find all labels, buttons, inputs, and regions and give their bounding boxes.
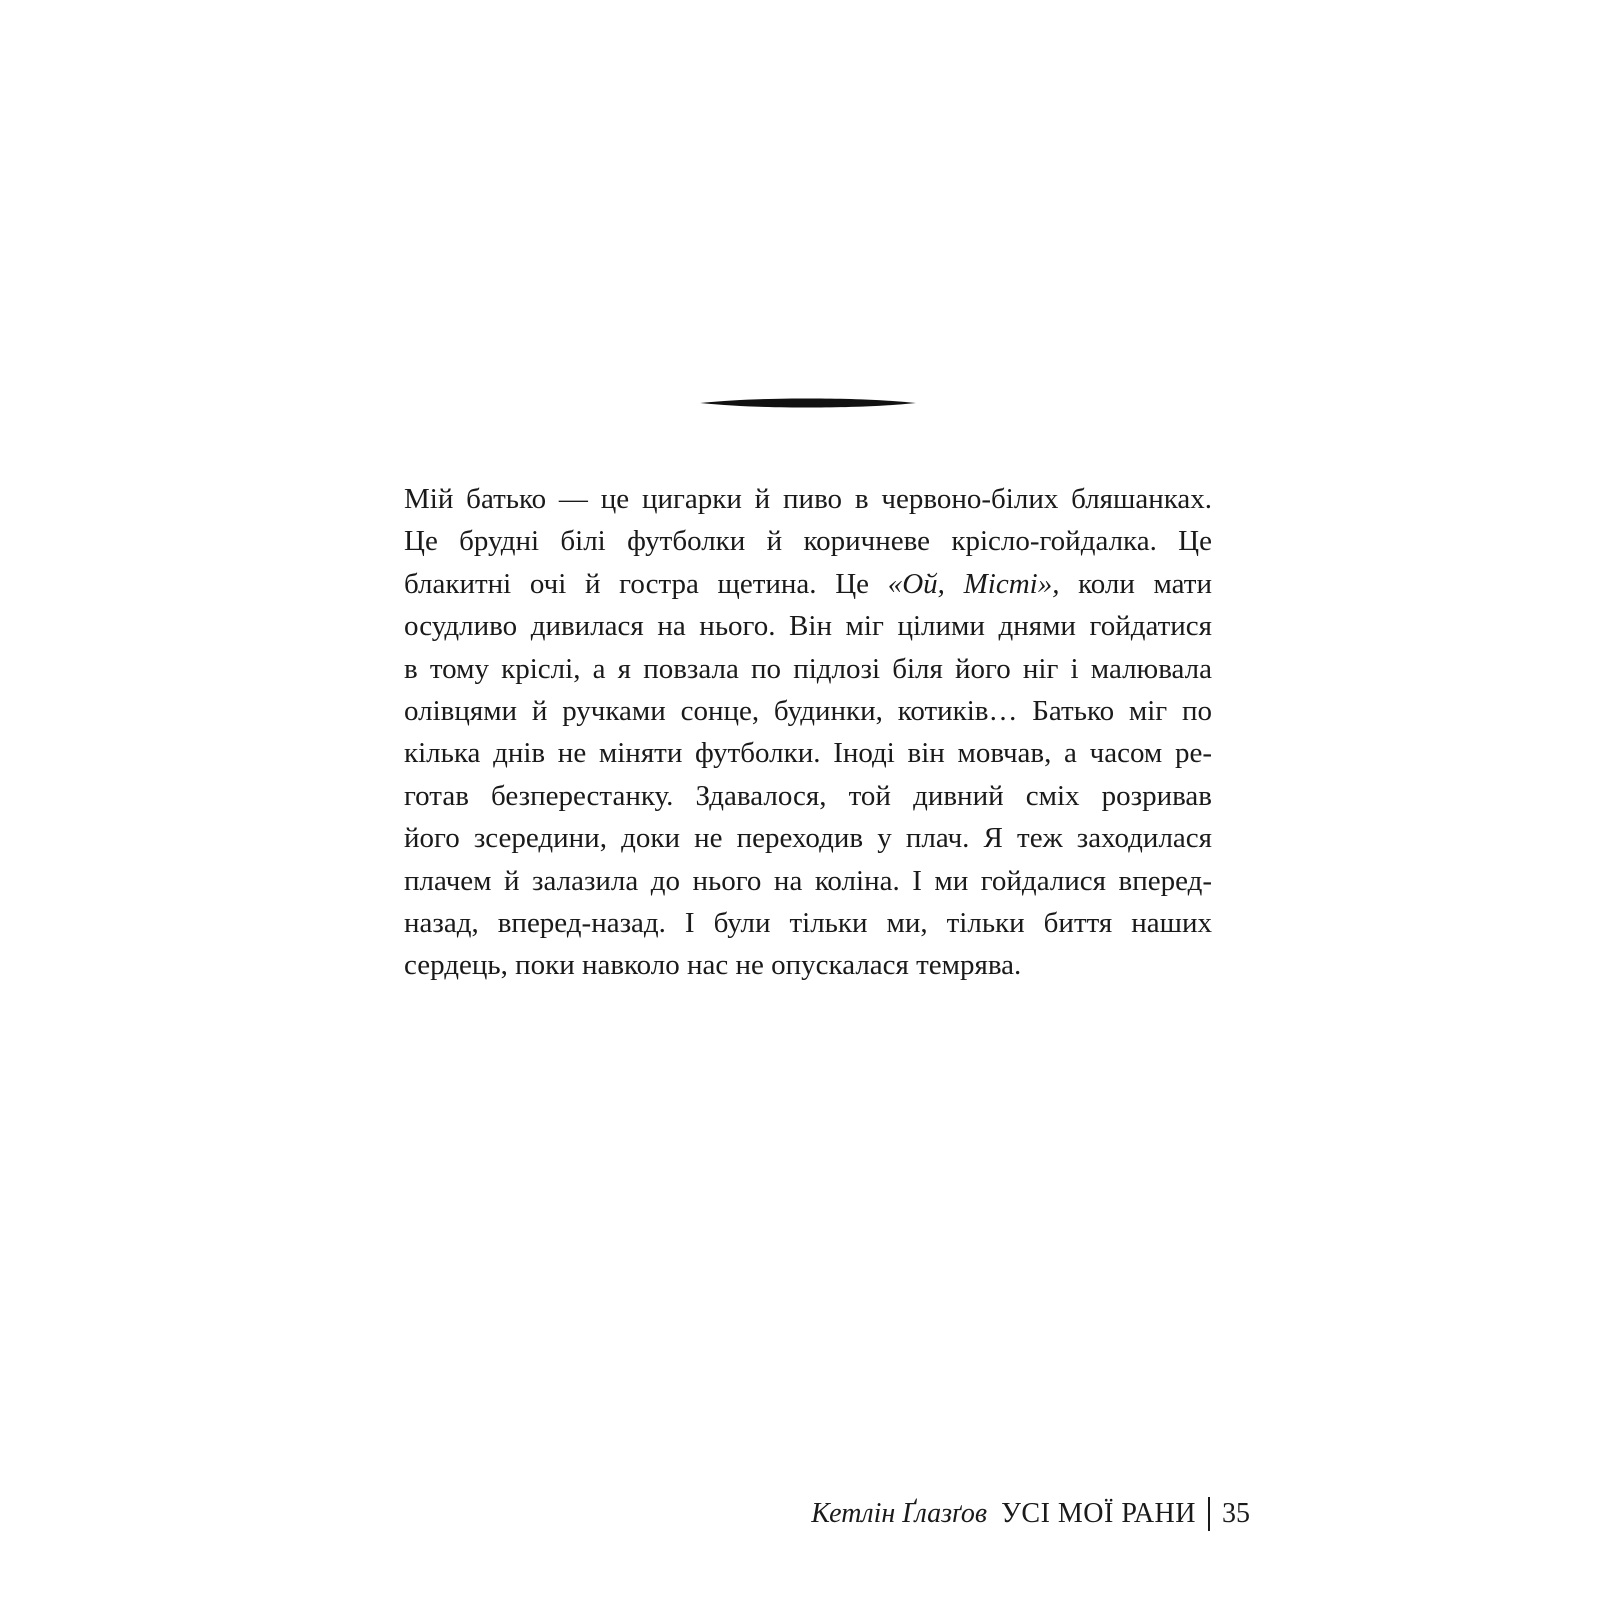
section-divider-ornament [700,396,916,410]
text-line: Це брудні білі футболки й коричневе крісло-гойдалка. Це [404,525,1212,558]
footer-author: Кетлін Ґлазґов [811,1498,988,1529]
text-line: кілька днів не міняти футболки. Іноді він мовчав, а часом ре- [404,737,1212,770]
text-line: осудливо дивилася на нього. Він міг цілими днями гойдатися [404,610,1212,643]
running-footer [811,1496,1250,1532]
body-paragraph [404,478,1212,987]
text-line: готав безперестанку. Здавалося, той дивний сміх розривав [404,779,1212,812]
text-line: блакитні очі й гостра щетина. Це «Ой, Місті», коли мати [404,567,1213,600]
text-line: олівцями й ручками сонце, будинки, котиків… Батько міг по [404,695,1212,728]
text-line: назад, вперед-назад. І були тільки ми, тільки биття наших [404,907,1212,940]
text-line: його зсередини, доки не переходив у плач. Я теж заходилася [404,822,1212,855]
text-line: в тому кріслі, а я повзала по підлозі біля його ніг і малювала [404,652,1212,685]
footer-book-title: УСІ МОЇ РАНИ [1001,1498,1196,1529]
text-line: Мій батько — це цигарки й пиво в червоно-білих бляшанках. [404,483,1212,515]
quoted-exclamation: «Ой, Місті», [887,567,1060,600]
page-number: 35 [1222,1498,1250,1529]
footer-divider [1208,1497,1210,1531]
text-line: сердець, поки навколо нас не опускалася темрява. [404,949,1022,982]
text-line: плачем й залазила до нього на коліна. І ми гойдалися вперед- [404,864,1212,897]
